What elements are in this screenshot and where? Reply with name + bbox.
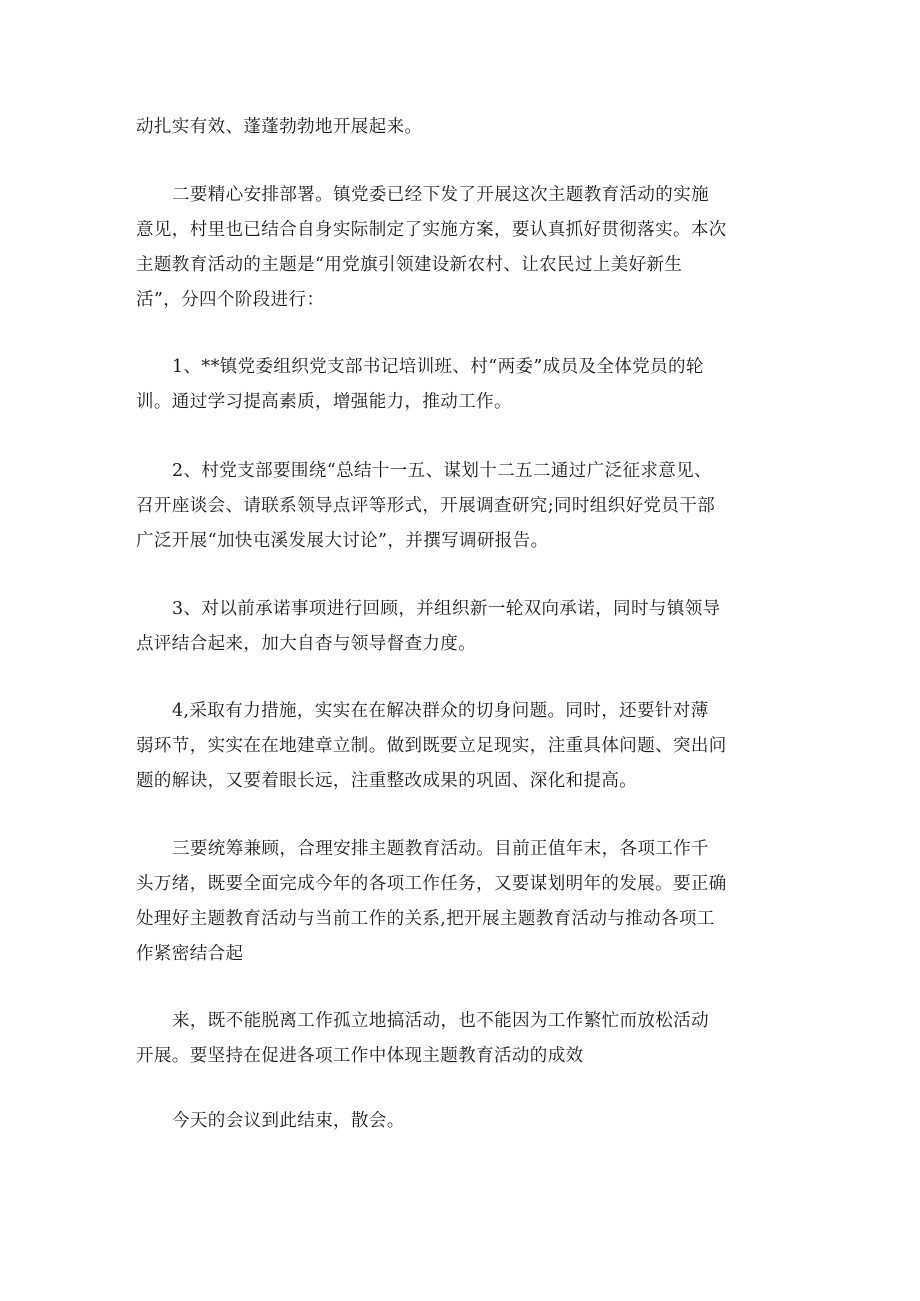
text-line: 2、村党支部要围绕“总结十一五、谋划十二五二通过广泛征求意见、	[172, 461, 712, 481]
paragraph-stage-3	[136, 592, 788, 662]
text-line: 主题教育活动的主题是“用党旗引领建设新农村、让农民过上美好新生	[136, 255, 683, 275]
text-line: 4,采取有力措施，实实在在解决群众的切身问题。同时，还要针对薄	[172, 701, 709, 721]
text-line: 训。通过学习提高素质，增强能力，推动工作。	[136, 392, 512, 412]
paragraph-coordination-continued	[136, 1004, 788, 1074]
text-line: 今天的会议到此结束，散会。	[172, 1111, 405, 1131]
text-line: 题的解诀，又要着眼长远，注重整改成果的巩固、深化和提高。	[136, 771, 638, 791]
text-line: 作紧密结合起	[136, 944, 244, 964]
paragraph-stage-2	[136, 454, 788, 559]
paragraph-deployment	[136, 178, 788, 318]
text-line: 点评结合起来，加大自杳与领导督查力度。	[136, 634, 477, 654]
text-line: 处理好主题教育活动与当前工作的关系,把开展主题教育活动与推动各项工	[136, 909, 715, 929]
paragraph-closing	[136, 1104, 788, 1139]
text-line: 活”，分四个阶段进行：	[136, 290, 325, 310]
text-line: 弱环节，实实在在地建章立制。做到既要立足现实，注重具体问题、突出问	[136, 736, 727, 756]
text-line: 三要统筹兼顾，合理安排主题教育活动。目前正值年末，各项工作千	[172, 839, 709, 859]
text-line: 头万绪，既要全面完成今年的各项工作任务，又要谋划明年的发展。要正确	[136, 874, 727, 894]
text-line: 来，既不能脱离工作孤立地搞活动，也不能因为工作繁忙而放松活动	[172, 1011, 709, 1031]
text-line: 意见，村里也已结合自身实际制定了实施方案，要认真抓好贯彻落实。本次	[136, 220, 727, 240]
text-line: 召开座谈会、请联系领导点评等形式，开展调查研究;同时组织好党员干部	[136, 496, 716, 516]
text-line: 1、**镇党委组织党支部书记培训班、村“两委”成员及全体党员的轮	[172, 357, 704, 377]
text-line: 3、对以前承诺事项进行回顾，并组织新一轮双向承诺，同时与镇领导	[172, 599, 721, 619]
text-line: 二要精心安排部署。镇党委已经下发了开展这次主题教育活动的实施	[172, 185, 709, 205]
paragraph-stage-1	[136, 350, 788, 420]
paragraph-coordination	[136, 832, 788, 972]
text-line: 开展。要坚持在促进各项工作中体现主题教育活动的成效	[136, 1046, 584, 1066]
text-line: 动扎实有效、蓬蓬勃勃地开展起来。	[136, 117, 423, 137]
paragraph-stage-4	[136, 694, 788, 799]
paragraph-continuation	[136, 110, 788, 145]
text-line: 广泛开展“加快屯溪发展大讨论”，并撰写调研报告。	[136, 531, 549, 551]
